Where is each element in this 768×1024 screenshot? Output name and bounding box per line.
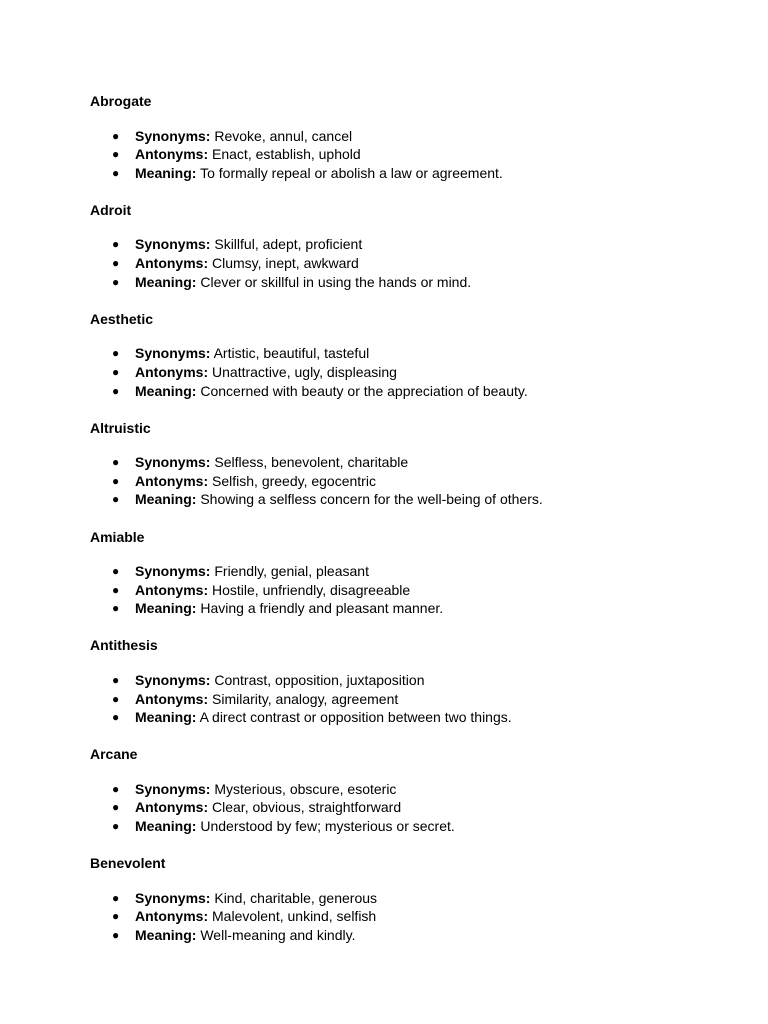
vocab-term-heading: Benevolent: [90, 855, 166, 872]
vocab-entry: [90, 636, 768, 726]
antonyms-text: Selfish, greedy, egocentric: [212, 472, 376, 489]
vocab-detail-list: [90, 344, 768, 400]
synonyms-label: Synonyms:: [135, 671, 211, 688]
antonyms-item: [90, 145, 768, 164]
vocab-term-heading: Adroit: [90, 201, 132, 218]
synonyms-text: Friendly, genial, pleasant: [214, 563, 369, 580]
meaning-label: Meaning:: [135, 818, 197, 835]
synonyms-text: Kind, charitable, generous: [214, 889, 378, 906]
antonyms-text: Clumsy, inept, awkward: [212, 255, 359, 272]
antonyms-item: [90, 472, 768, 491]
bullet-icon: ●: [112, 819, 120, 834]
meaning-item: [90, 273, 768, 292]
vocab-entry: [90, 528, 768, 618]
antonyms-item: [90, 798, 768, 817]
meaning-text: Understood by few; mysterious or secret.: [200, 818, 455, 835]
bullet-icon: ●: [112, 237, 120, 252]
bullet-icon: ●: [112, 147, 120, 162]
synonyms-text: Artistic, beautiful, tasteful: [213, 345, 370, 362]
bullet-icon: ●: [112, 455, 120, 470]
bullet-icon: ●: [112, 364, 120, 379]
bullet-icon: ●: [112, 909, 120, 924]
synonyms-label: Synonyms:: [135, 454, 211, 471]
vocab-entry: [90, 854, 768, 944]
antonyms-label: Antonyms:: [135, 363, 209, 380]
vocab-detail-list: [90, 127, 768, 183]
vocab-term-heading: Amiable: [90, 528, 145, 545]
bullet-icon: ●: [112, 274, 120, 289]
bullet-icon: ●: [112, 800, 120, 815]
synonyms-text: Revoke, annul, cancel: [214, 127, 353, 144]
vocab-detail-list: [90, 889, 768, 945]
meaning-item: [90, 382, 768, 401]
meaning-text: A direct contrast or opposition between two things.: [199, 709, 512, 726]
bullet-icon: ●: [112, 781, 120, 796]
meaning-text: Showing a selfless concern for the well-being of others.: [200, 491, 543, 508]
vocab-entry: [90, 745, 768, 835]
synonyms-item: [90, 127, 768, 146]
antonyms-label: Antonyms:: [135, 799, 209, 816]
bullet-icon: ●: [112, 564, 120, 579]
synonyms-item: [90, 562, 768, 581]
meaning-text: Having a friendly and pleasant manner.: [200, 600, 444, 617]
vocab-detail-list: [90, 562, 768, 618]
bullet-icon: ●: [112, 927, 120, 942]
meaning-label: Meaning:: [135, 491, 197, 508]
meaning-item: [90, 708, 768, 727]
bullet-icon: ●: [112, 128, 120, 143]
antonyms-item: [90, 907, 768, 926]
bullet-icon: ●: [112, 691, 120, 706]
vocab-term-heading: Antithesis: [90, 637, 158, 654]
synonyms-label: Synonyms:: [135, 236, 211, 253]
antonyms-label: Antonyms:: [135, 472, 209, 489]
synonyms-item: [90, 889, 768, 908]
meaning-label: Meaning:: [135, 164, 197, 181]
vocab-entry: [90, 201, 768, 291]
synonyms-item: [90, 235, 768, 254]
meaning-item: [90, 490, 768, 509]
antonyms-item: [90, 363, 768, 382]
antonyms-item: [90, 581, 768, 600]
bullet-icon: ●: [112, 710, 120, 725]
antonyms-text: Hostile, unfriendly, disagreeable: [212, 581, 411, 598]
antonyms-label: Antonyms:: [135, 255, 209, 272]
antonyms-text: Unattractive, ugly, displeasing: [212, 363, 397, 380]
synonyms-item: [90, 453, 768, 472]
vocab-term-heading: Aesthetic: [90, 310, 154, 327]
meaning-text: To formally repeal or abolish a law or agreement.: [200, 164, 503, 181]
vocab-detail-list: [90, 780, 768, 836]
meaning-label: Meaning:: [135, 709, 197, 726]
synonyms-label: Synonyms:: [135, 780, 211, 797]
meaning-label: Meaning:: [135, 600, 197, 617]
bullet-icon: ●: [112, 601, 120, 616]
synonyms-item: [90, 671, 768, 690]
synonyms-label: Synonyms:: [135, 889, 211, 906]
vocab-entry: [90, 310, 768, 400]
antonyms-label: Antonyms:: [135, 908, 209, 925]
bullet-icon: ●: [112, 256, 120, 271]
antonyms-item: [90, 254, 768, 273]
bullet-icon: ●: [112, 346, 120, 361]
synonyms-text: Contrast, opposition, juxtaposition: [214, 671, 425, 688]
meaning-text: Clever or skillful in using the hands or mind.: [200, 273, 472, 290]
meaning-item: [90, 817, 768, 836]
synonyms-text: Skillful, adept, proficient: [214, 236, 363, 253]
synonyms-label: Synonyms:: [135, 127, 211, 144]
meaning-label: Meaning:: [135, 382, 197, 399]
vocab-detail-list: [90, 235, 768, 291]
synonyms-label: Synonyms:: [135, 345, 211, 362]
vocab-term-heading: Arcane: [90, 746, 138, 763]
vocab-term-heading: Abrogate: [90, 93, 152, 109]
antonyms-item: [90, 690, 768, 709]
vocab-detail-list: [90, 453, 768, 509]
meaning-label: Meaning:: [135, 926, 197, 943]
meaning-item: [90, 164, 768, 183]
meaning-text: Well-meaning and kindly.: [200, 926, 356, 943]
antonyms-text: Clear, obvious, straightforward: [212, 799, 402, 816]
bullet-icon: ●: [112, 492, 120, 507]
bullet-icon: ●: [112, 383, 120, 398]
meaning-item: [90, 599, 768, 618]
meaning-text: Concerned with beauty or the appreciation of beauty.: [200, 382, 528, 399]
bullet-icon: ●: [112, 890, 120, 905]
synonyms-item: [90, 780, 768, 799]
synonyms-item: [90, 344, 768, 363]
antonyms-text: Similarity, analogy, agreement: [212, 690, 399, 707]
antonyms-label: Antonyms:: [135, 581, 209, 598]
vocab-entry: [90, 92, 768, 182]
synonyms-label: Synonyms:: [135, 563, 211, 580]
vocab-detail-list: [90, 671, 768, 727]
antonyms-label: Antonyms:: [135, 146, 209, 163]
antonyms-label: Antonyms:: [135, 690, 209, 707]
bullet-icon: ●: [112, 473, 120, 488]
vocab-entry: [90, 419, 768, 509]
bullet-icon: ●: [112, 582, 120, 597]
bullet-icon: ●: [112, 165, 120, 180]
synonyms-text: Mysterious, obscure, esoteric: [214, 780, 397, 797]
antonyms-text: Malevolent, unkind, selfish: [212, 908, 377, 925]
synonyms-text: Selfless, benevolent, charitable: [214, 454, 409, 471]
meaning-item: [90, 926, 768, 945]
antonyms-text: Enact, establish, uphold: [212, 146, 361, 163]
vocab-term-heading: Altruistic: [90, 419, 151, 436]
meaning-label: Meaning:: [135, 273, 197, 290]
bullet-icon: ●: [112, 672, 120, 687]
